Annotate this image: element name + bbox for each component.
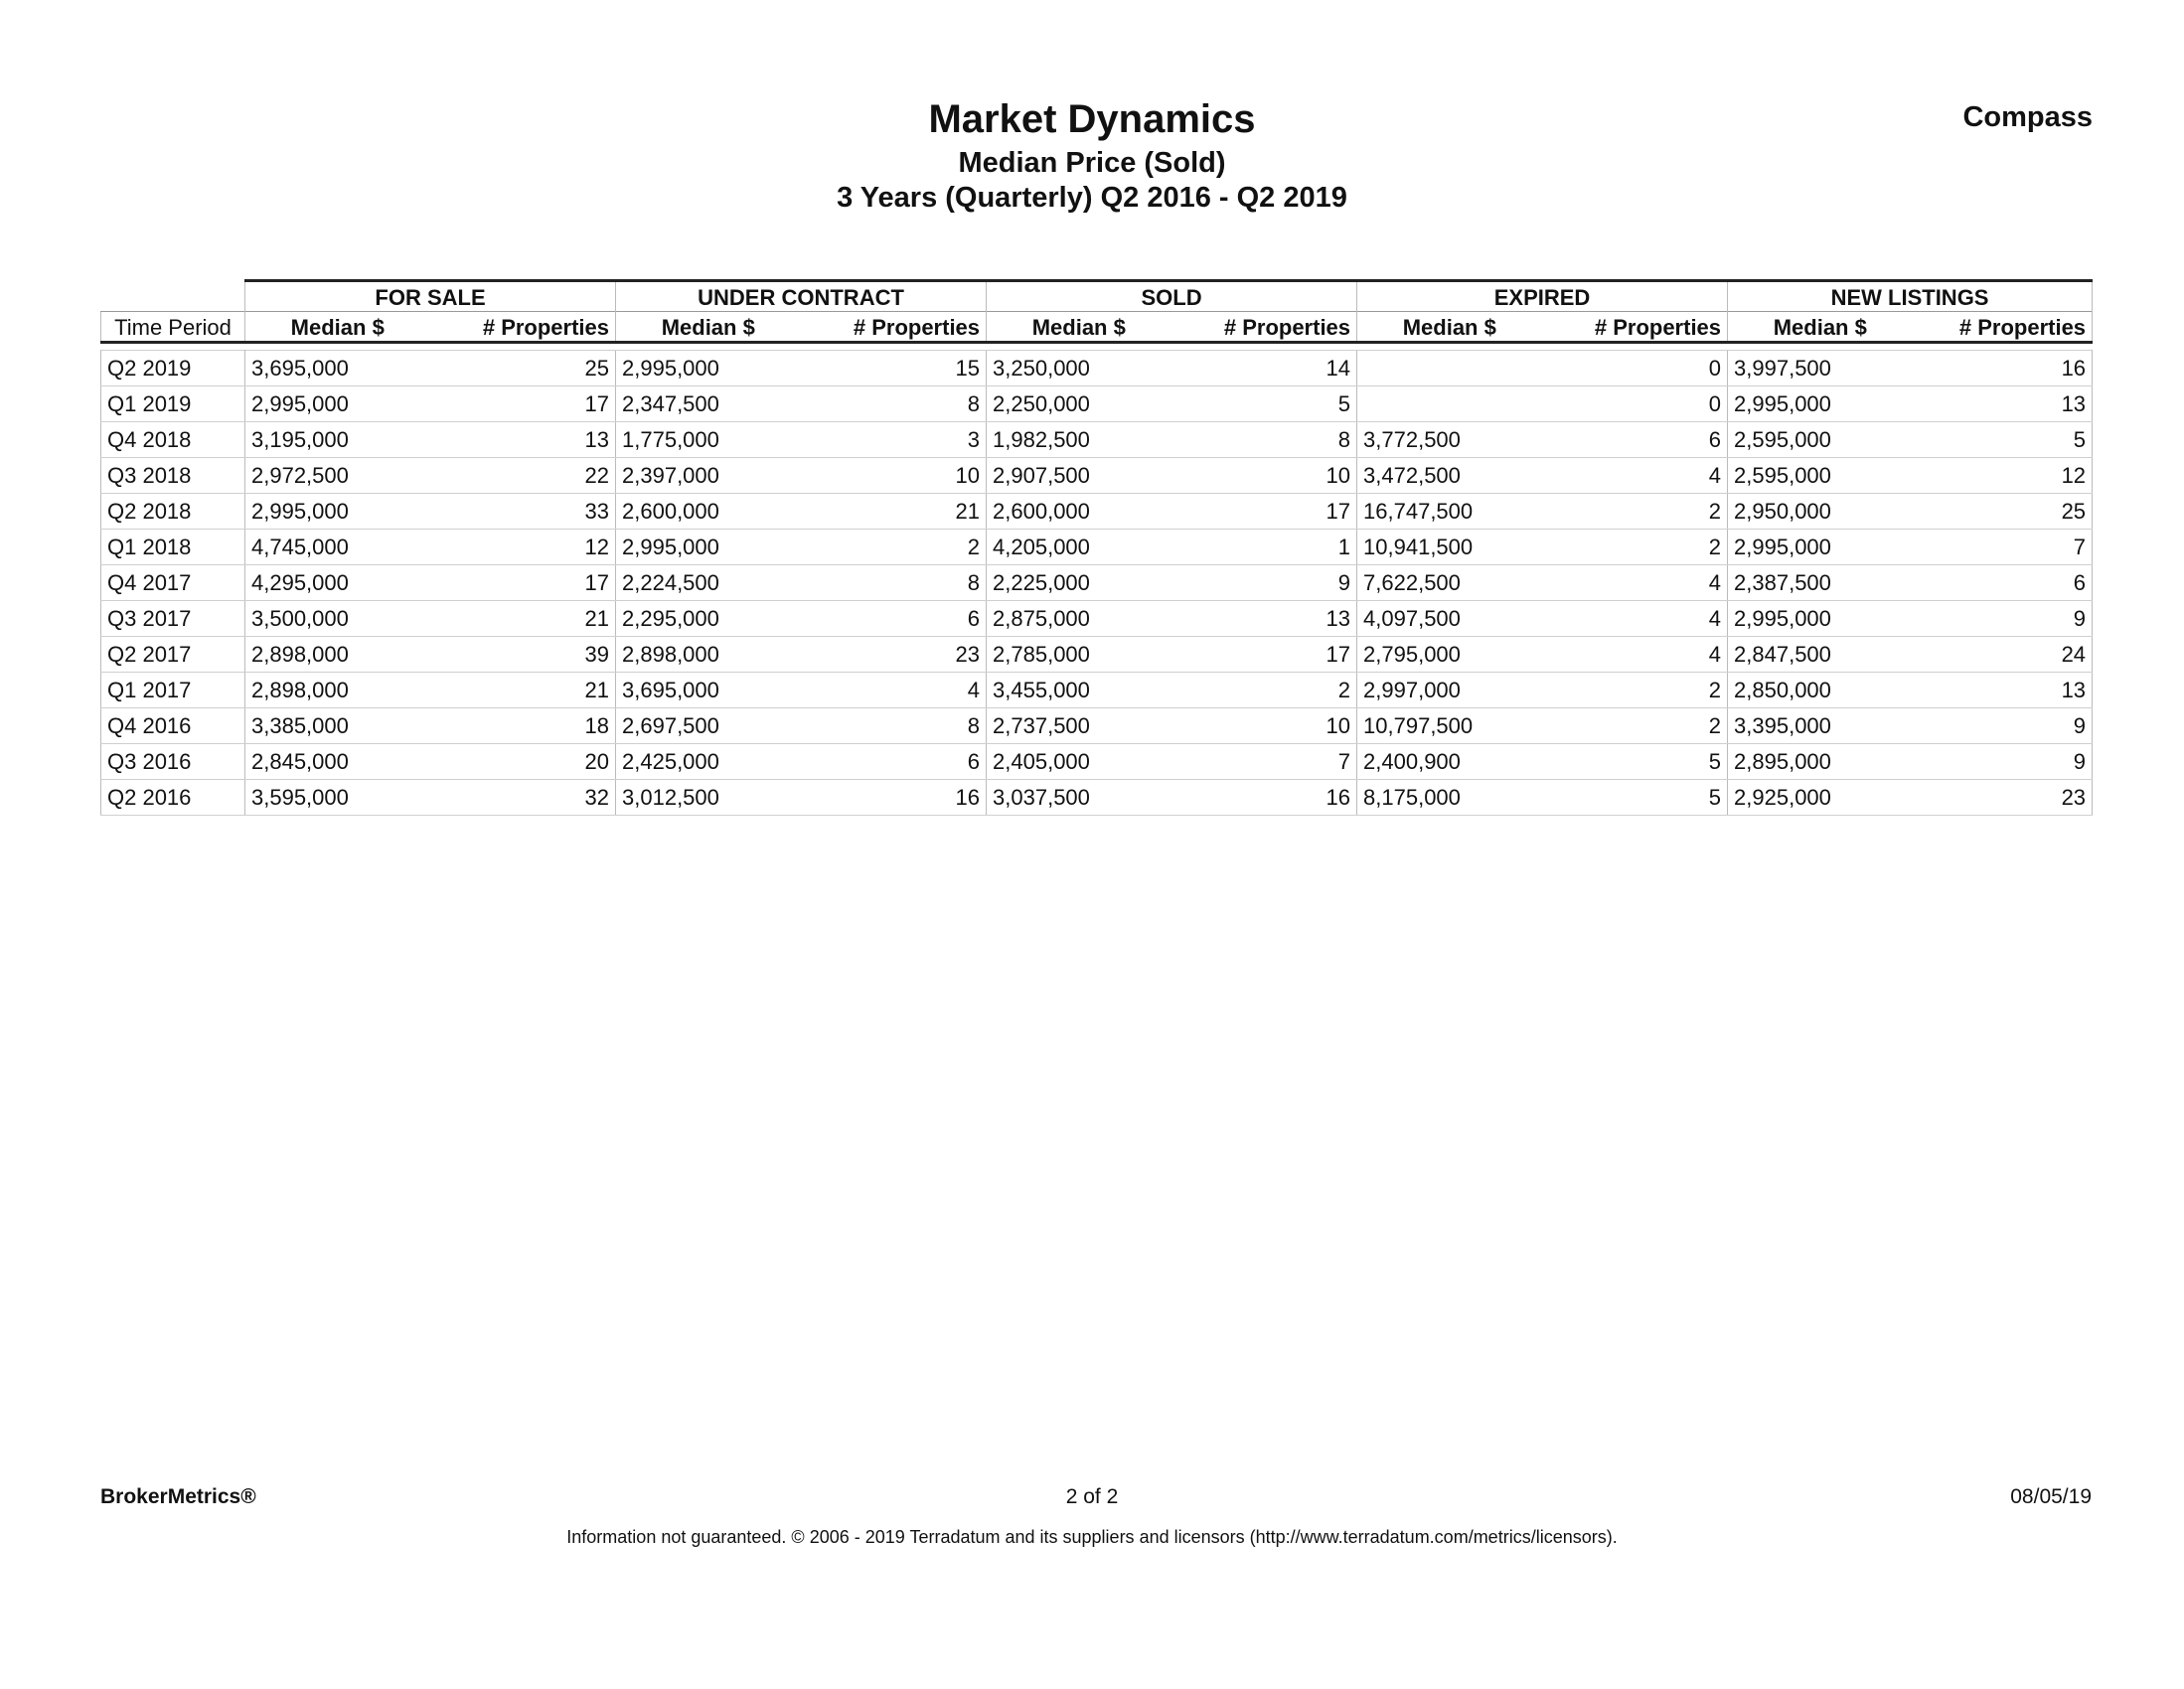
median-price-cell: 3,695,000: [245, 351, 430, 386]
table-row: [101, 744, 2093, 780]
property-count-cell: 17: [430, 386, 616, 422]
median-price-cell: 3,195,000: [245, 422, 430, 458]
group-header-blank: [101, 281, 245, 312]
property-count-cell: 24: [1913, 637, 2093, 673]
median-price-cell: 7,622,500: [1357, 565, 1542, 601]
median-price-cell: [1357, 386, 1542, 422]
median-price-cell: [1357, 351, 1542, 386]
median-price-cell: 3,472,500: [1357, 458, 1542, 494]
median-price-cell: 2,895,000: [1728, 744, 1913, 780]
median-price-cell: 2,875,000: [987, 601, 1171, 637]
time-period-cell: Q4 2017: [101, 565, 245, 601]
time-period-cell: Q2 2018: [101, 494, 245, 530]
property-count-cell: 17: [1171, 494, 1357, 530]
property-count-cell: 16: [1913, 351, 2093, 386]
table-row: [101, 530, 2093, 565]
property-count-cell: 2: [1542, 530, 1728, 565]
median-price-cell: 2,997,000: [1357, 673, 1542, 708]
median-price-cell: 2,224,500: [616, 565, 801, 601]
time-period-cell: Q4 2018: [101, 422, 245, 458]
property-count-cell: 33: [430, 494, 616, 530]
median-header: Median $: [987, 312, 1171, 343]
property-count-cell: 0: [1542, 351, 1728, 386]
median-price-cell: 3,037,500: [987, 780, 1171, 816]
property-count-cell: 21: [430, 601, 616, 637]
property-count-cell: 39: [430, 637, 616, 673]
median-price-cell: 2,995,000: [616, 351, 801, 386]
median-header: Median $: [245, 312, 430, 343]
property-count-cell: 10: [801, 458, 987, 494]
time-period-cell: Q1 2017: [101, 673, 245, 708]
property-count-cell: 32: [430, 780, 616, 816]
median-price-cell: 2,950,000: [1728, 494, 1913, 530]
property-count-cell: 13: [1913, 386, 2093, 422]
property-count-cell: 5: [1913, 422, 2093, 458]
time-period-cell: Q1 2018: [101, 530, 245, 565]
median-price-cell: 2,400,900: [1357, 744, 1542, 780]
property-count-cell: 13: [430, 422, 616, 458]
property-count-cell: 12: [1913, 458, 2093, 494]
median-price-cell: 3,012,500: [616, 780, 801, 816]
median-price-cell: 2,925,000: [1728, 780, 1913, 816]
median-price-cell: 1,775,000: [616, 422, 801, 458]
report-period: 3 Years (Quarterly) Q2 2016 - Q2 2019: [837, 182, 1347, 214]
property-count-cell: 17: [430, 565, 616, 601]
table-row: [101, 601, 2093, 637]
time-period-cell: Q3 2016: [101, 744, 245, 780]
property-count-cell: 6: [1542, 422, 1728, 458]
time-period-cell: Q2 2019: [101, 351, 245, 386]
median-price-cell: 10,941,500: [1357, 530, 1542, 565]
median-price-cell: 10,797,500: [1357, 708, 1542, 744]
median-price-cell: 3,385,000: [245, 708, 430, 744]
table-row: [101, 386, 2093, 422]
group-header-expired: EXPIRED: [1357, 281, 1728, 312]
median-price-cell: 2,225,000: [987, 565, 1171, 601]
property-count-cell: 7: [1913, 530, 2093, 565]
median-header: Median $: [1728, 312, 1913, 343]
median-price-cell: 2,845,000: [245, 744, 430, 780]
property-count-cell: 9: [1913, 601, 2093, 637]
median-price-cell: 2,737,500: [987, 708, 1171, 744]
property-count-cell: 9: [1913, 708, 2093, 744]
market-dynamics-table: [100, 279, 2093, 816]
property-count-cell: 8: [801, 708, 987, 744]
report-subtitle: Median Price (Sold): [958, 147, 1226, 179]
property-count-cell: 5: [1542, 744, 1728, 780]
median-price-cell: 2,898,000: [245, 637, 430, 673]
group-header-sold: SOLD: [987, 281, 1357, 312]
property-count-cell: 4: [1542, 637, 1728, 673]
table-row: [101, 422, 2093, 458]
median-price-cell: 2,387,500: [1728, 565, 1913, 601]
table-body: [101, 351, 2093, 816]
time-period-cell: Q4 2016: [101, 708, 245, 744]
property-count-cell: 2: [1542, 494, 1728, 530]
median-price-cell: 2,347,500: [616, 386, 801, 422]
property-count-cell: 5: [1542, 780, 1728, 816]
property-count-cell: 6: [1913, 565, 2093, 601]
property-count-cell: 13: [1913, 673, 2093, 708]
time-period-cell: Q2 2017: [101, 637, 245, 673]
median-price-cell: 2,995,000: [245, 386, 430, 422]
median-header: Median $: [1357, 312, 1542, 343]
time-period-cell: Q3 2018: [101, 458, 245, 494]
property-count-cell: 8: [801, 565, 987, 601]
median-price-cell: 2,250,000: [987, 386, 1171, 422]
property-count-cell: 21: [430, 673, 616, 708]
property-count-cell: 12: [430, 530, 616, 565]
median-price-cell: 2,295,000: [616, 601, 801, 637]
median-price-cell: 2,405,000: [987, 744, 1171, 780]
property-count-cell: 8: [1171, 422, 1357, 458]
property-count-cell: 1: [1171, 530, 1357, 565]
median-price-cell: 4,205,000: [987, 530, 1171, 565]
median-price-cell: 3,595,000: [245, 780, 430, 816]
table-row: [101, 565, 2093, 601]
property-count-cell: 6: [801, 744, 987, 780]
median-price-cell: 4,295,000: [245, 565, 430, 601]
property-count-cell: 9: [1171, 565, 1357, 601]
median-price-cell: 2,995,000: [616, 530, 801, 565]
property-count-cell: 3: [801, 422, 987, 458]
property-count-cell: 8: [801, 386, 987, 422]
column-header-row: [101, 312, 2093, 343]
properties-header: # Properties: [801, 312, 987, 343]
median-price-cell: 3,500,000: [245, 601, 430, 637]
median-price-cell: 4,745,000: [245, 530, 430, 565]
property-count-cell: 13: [1171, 601, 1357, 637]
properties-header: # Properties: [1542, 312, 1728, 343]
property-count-cell: 5: [1171, 386, 1357, 422]
property-count-cell: 20: [430, 744, 616, 780]
property-count-cell: 23: [1913, 780, 2093, 816]
property-count-cell: 10: [1171, 458, 1357, 494]
median-price-cell: 2,898,000: [245, 673, 430, 708]
table-row: [101, 494, 2093, 530]
properties-header: # Properties: [1171, 312, 1357, 343]
time-period-cell: Q1 2019: [101, 386, 245, 422]
property-count-cell: 6: [801, 601, 987, 637]
table-row: [101, 351, 2093, 386]
median-price-cell: 3,772,500: [1357, 422, 1542, 458]
property-count-cell: 16: [1171, 780, 1357, 816]
property-count-cell: 4: [1542, 458, 1728, 494]
property-count-cell: 18: [430, 708, 616, 744]
property-count-cell: 23: [801, 637, 987, 673]
median-price-cell: 2,995,000: [1728, 601, 1913, 637]
median-price-cell: 2,850,000: [1728, 673, 1913, 708]
table-row: [101, 673, 2093, 708]
brand-name: Compass: [1962, 101, 2093, 133]
property-count-cell: 16: [801, 780, 987, 816]
median-price-cell: 2,595,000: [1728, 458, 1913, 494]
median-price-cell: 2,697,500: [616, 708, 801, 744]
table-row: [101, 637, 2093, 673]
median-price-cell: 3,455,000: [987, 673, 1171, 708]
property-count-cell: 2: [1542, 673, 1728, 708]
time-period-header: Time Period: [101, 312, 245, 343]
property-count-cell: 0: [1542, 386, 1728, 422]
group-header-for-sale: FOR SALE: [245, 281, 616, 312]
median-price-cell: 3,695,000: [616, 673, 801, 708]
property-count-cell: 22: [430, 458, 616, 494]
median-price-cell: 16,747,500: [1357, 494, 1542, 530]
footer-disclaimer: Information not guaranteed. © 2006 - 2019 Terradatum and its suppliers and licensors (http://www.terradatum.com/metrics/licensors).: [566, 1527, 1618, 1547]
property-count-cell: 9: [1913, 744, 2093, 780]
property-count-cell: 15: [801, 351, 987, 386]
median-price-cell: 4,097,500: [1357, 601, 1542, 637]
median-price-cell: 2,995,000: [1728, 530, 1913, 565]
median-price-cell: 2,425,000: [616, 744, 801, 780]
median-price-cell: 2,795,000: [1357, 637, 1542, 673]
median-price-cell: 2,397,000: [616, 458, 801, 494]
property-count-cell: 2: [801, 530, 987, 565]
group-header-row: [101, 281, 2093, 312]
median-price-cell: 2,847,500: [1728, 637, 1913, 673]
median-price-cell: 2,600,000: [616, 494, 801, 530]
median-price-cell: 3,997,500: [1728, 351, 1913, 386]
property-count-cell: 10: [1171, 708, 1357, 744]
median-price-cell: 2,600,000: [987, 494, 1171, 530]
footer-page-number: 2 of 2: [1065, 1485, 1119, 1508]
time-period-cell: Q3 2017: [101, 601, 245, 637]
footer-product: BrokerMetrics®: [100, 1485, 256, 1508]
table-row: [101, 708, 2093, 744]
property-count-cell: 17: [1171, 637, 1357, 673]
group-header-under-contract: UNDER CONTRACT: [616, 281, 987, 312]
median-price-cell: 1,982,500: [987, 422, 1171, 458]
median-price-cell: 2,595,000: [1728, 422, 1913, 458]
property-count-cell: 4: [1542, 565, 1728, 601]
median-price-cell: 8,175,000: [1357, 780, 1542, 816]
median-price-cell: 2,898,000: [616, 637, 801, 673]
median-price-cell: 2,995,000: [1728, 386, 1913, 422]
properties-header: # Properties: [430, 312, 616, 343]
report-title: Market Dynamics: [928, 97, 1256, 141]
median-price-cell: 2,785,000: [987, 637, 1171, 673]
property-count-cell: 4: [801, 673, 987, 708]
median-price-cell: 3,395,000: [1728, 708, 1913, 744]
table-row: [101, 780, 2093, 816]
median-header: Median $: [616, 312, 801, 343]
property-count-cell: 2: [1171, 673, 1357, 708]
median-price-cell: 2,907,500: [987, 458, 1171, 494]
property-count-cell: 25: [1913, 494, 2093, 530]
table-row: [101, 458, 2093, 494]
property-count-cell: 21: [801, 494, 987, 530]
time-period-cell: Q2 2016: [101, 780, 245, 816]
property-count-cell: 14: [1171, 351, 1357, 386]
property-count-cell: 2: [1542, 708, 1728, 744]
properties-header: # Properties: [1913, 312, 2093, 343]
median-price-cell: 2,972,500: [245, 458, 430, 494]
property-count-cell: 7: [1171, 744, 1357, 780]
group-header-new-listings: NEW LISTINGS: [1728, 281, 2093, 312]
footer-date: 08/05/19: [2010, 1485, 2092, 1508]
property-count-cell: 4: [1542, 601, 1728, 637]
median-price-cell: 2,995,000: [245, 494, 430, 530]
property-count-cell: 25: [430, 351, 616, 386]
median-price-cell: 3,250,000: [987, 351, 1171, 386]
